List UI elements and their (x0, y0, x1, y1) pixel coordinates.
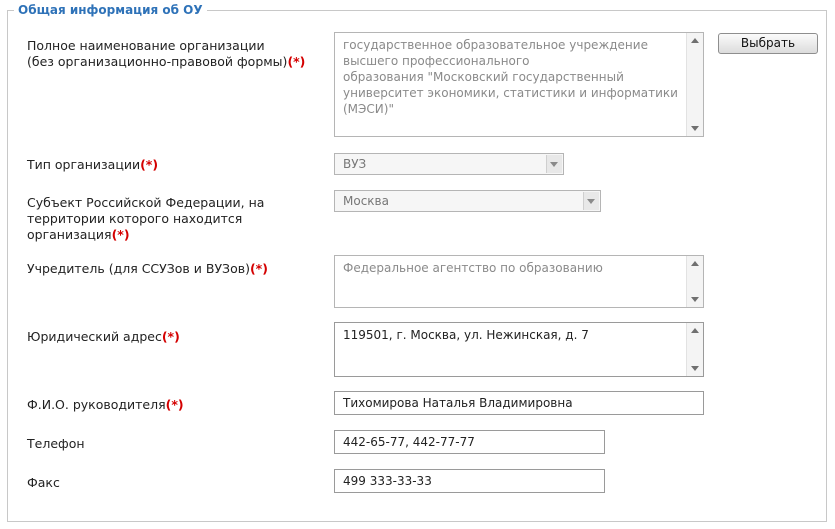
founder-value: Федеральное агентство по образованию (343, 261, 603, 275)
legal-address-label-text: Юридический адрес (27, 329, 162, 344)
legal-address-textarea[interactable] (334, 322, 704, 377)
director-label (27, 397, 184, 413)
scroll-up-icon[interactable] (691, 328, 699, 333)
org-type-select[interactable] (334, 153, 564, 175)
scroll-down-icon[interactable] (691, 297, 699, 302)
full-name-label (27, 38, 305, 70)
director-input[interactable] (334, 391, 704, 415)
full-name-value: государственное образовательное учреждение высшего профессионального образования "Московский государственный университет экономики, статистики и информатики (МЭСИ)" (343, 38, 678, 116)
fax-input[interactable] (334, 469, 605, 493)
section-legend: Общая информация об ОУ (14, 3, 207, 17)
fax-label-text: Факс (27, 475, 60, 490)
org-type-value: ВУЗ (343, 157, 367, 171)
select-button[interactable]: Выбрать (718, 33, 818, 54)
org-type-label (27, 157, 158, 173)
region-dropdown-arrow[interactable] (583, 192, 599, 210)
director-value: Тихомирова Наталья Владимировна (343, 396, 573, 410)
required-mark: (*) (140, 157, 159, 172)
org-type-label-text: Тип организации (27, 157, 141, 172)
founder-scrollbar[interactable] (686, 256, 703, 307)
founder-textarea[interactable] (334, 255, 704, 308)
legal-address-label (27, 329, 180, 345)
phone-value: 442-65-77, 442-77-77 (343, 435, 475, 449)
region-label-line2: территории которого находится (27, 211, 243, 226)
org-type-dropdown-arrow[interactable] (546, 155, 562, 173)
region-label (27, 195, 264, 243)
required-mark: (*) (165, 397, 184, 412)
required-mark: (*) (111, 227, 130, 242)
required-mark: (*) (249, 261, 268, 276)
founder-label-text: Учредитель (для ССУЗов и ВУЗов) (27, 261, 250, 276)
full-name-textarea[interactable] (334, 32, 704, 137)
fax-value: 499 333-33-33 (343, 474, 432, 488)
phone-label (27, 436, 85, 452)
full-name-label-line1: Полное наименование организации (27, 38, 265, 53)
full-name-label-line2: (без организационно-правовой формы) (27, 54, 288, 69)
scroll-down-icon[interactable] (691, 126, 699, 131)
director-label-text: Ф.И.О. руководителя (27, 397, 166, 412)
required-mark: (*) (161, 329, 180, 344)
chevron-down-icon (587, 199, 595, 204)
fax-label (27, 475, 60, 491)
region-select[interactable] (334, 190, 601, 212)
scroll-down-icon[interactable] (691, 366, 699, 371)
full-name-scrollbar[interactable] (686, 33, 703, 136)
chevron-down-icon (550, 162, 558, 167)
legal-address-scrollbar[interactable] (686, 323, 703, 376)
region-label-line1: Субъект Российской Федерации, на (27, 195, 265, 210)
founder-label (27, 261, 268, 277)
scroll-up-icon[interactable] (691, 261, 699, 266)
region-label-line3: организация (27, 227, 112, 242)
scroll-up-icon[interactable] (691, 38, 699, 43)
phone-label-text: Телефон (27, 436, 85, 451)
region-value: Москва (343, 194, 389, 208)
required-mark: (*) (287, 54, 306, 69)
legal-address-value: 119501, г. Москва, ул. Нежинская, д. 7 (343, 328, 589, 342)
phone-input[interactable] (334, 430, 605, 454)
